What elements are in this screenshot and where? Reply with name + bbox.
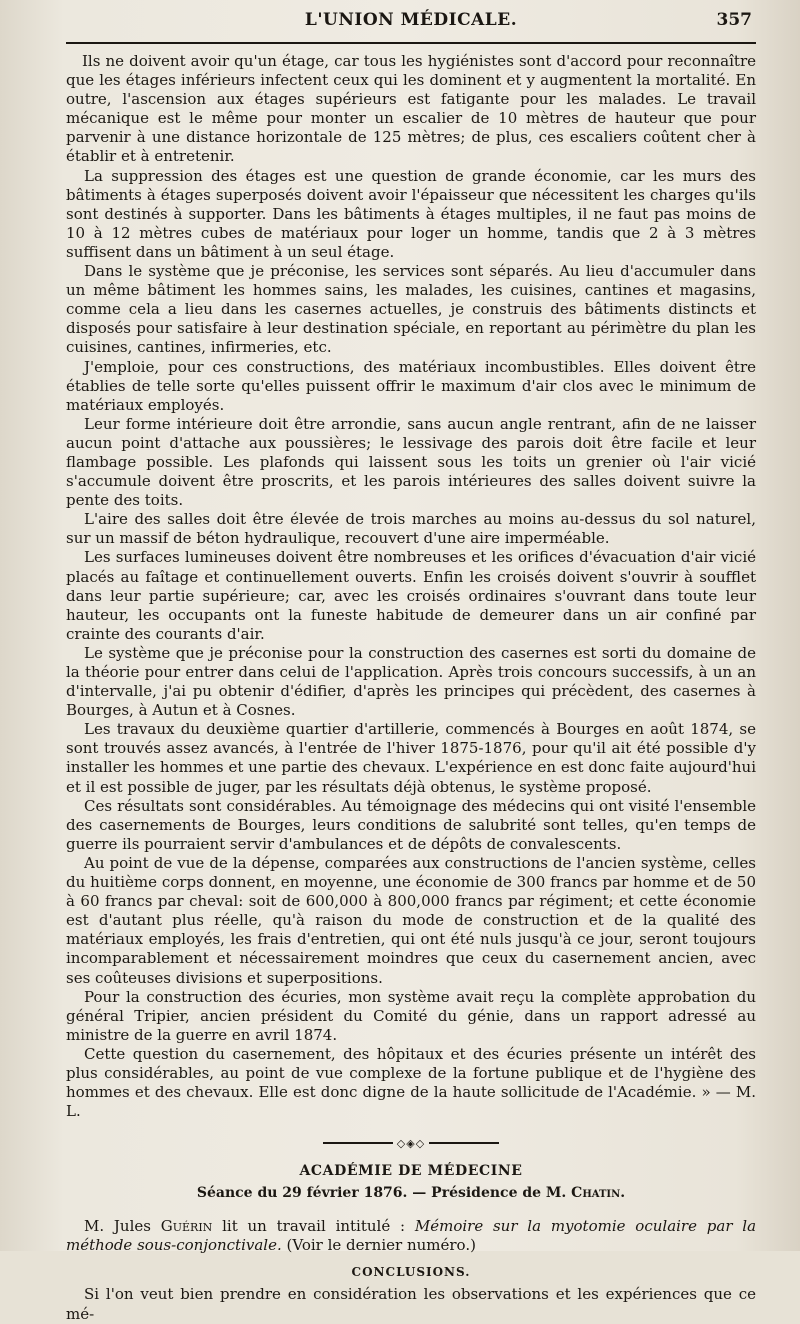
session-end: .	[620, 1185, 626, 1202]
paragraph: Les surfaces lumineuses doivent être nombreuses et les orifices d'évacuation d'air vicié placés au faîtage et continuellement ouverts. Enfin les croisés doivent s'ouvrir à soufflet dans leur partie supérieure; car, avec les croisés ordinaires s'ouvrant dans toute leur hauteur, les occupants ont la funeste habitude de demeurer dans un air confiné par crainte des courants d'air.	[66, 548, 756, 643]
session-text: Séance du 29 février 1876. — Présidence de M.	[196, 1185, 572, 1202]
paragraph: Dans le système que je préconise, les services sont séparés. Au lieu d'accumuler dans un même bâtiment les hommes sains, les malades, les cuisines, cantines et magasins, comme cela a lieu dans les casernes actuelles, je construis des bâtiments distincts et disposés pour satisfaire à leur destination spéciale, en reportant au périmètre du plan les cuisines, cantines, infirmeries, etc.	[66, 262, 756, 357]
paragraph: Ces résultats sont considérables. Au témoignage des médecins qui ont visité l'ensemble des casernements de Bourges, leurs conditions de salubrité sont telles, qu'en temps de guerre ils pourraient servir d'ambulances et de dépôts de convalescents.	[66, 796, 756, 853]
ornament-icon: ◇◈◇	[396, 1136, 426, 1150]
intro-suffix: (Voir le dernier numéro.)	[281, 1236, 476, 1255]
paragraph: Ils ne doivent avoir qu'un étage, car tous les hygiénistes sont d'accord pour reconnaître que les étages inférieurs infectent ceux qui les dominent et y augmentent la mortalité. En outre, l'ascension aux étages supérieurs est fatigante pour les malades. Le travail mécanique est le même pour monter un escalier de 10 mètres de hauteur que pour parvenir à une distance horizontale de 125 mètres; de plus, ces escaliers coûtent cher à établir et à entretenir.	[66, 52, 756, 166]
paragraph: Au point de vue de la dépense, comparées aux constructions de l'ancien système, celles du huitième corps donnent, en moyenne, une économie de 300 francs par homme et de 50 à 60 francs par cheval: soit de 600,000 à 800,000 francs par régiment; et cette économie est d'autant plus réelle, qu'à raison du mode de construction et de la qualité des matériaux employés, les frais d'entretien, qui ont été nuls jusqu'à ce jour, seront toujours incomparablement et nécessairement moindres que ceux du casernement ancien, avec ses coûteuses divisions et superpositions.	[66, 853, 756, 987]
intro-mid: lit un travail intitulé :	[212, 1217, 415, 1236]
session-line	[66, 1185, 756, 1201]
speaker-name: Guérin	[160, 1217, 213, 1236]
paragraph: Pour la construction des écuries, mon système avait reçu la complète approbation du général Tripier, ancien président du Comité du génie, dans un rapport adressé au ministre de la guerre en avril 1874.	[66, 987, 756, 1044]
journal-title: L'UNION MÉDICALE.	[304, 10, 518, 30]
paragraph: Les travaux du deuxième quartier d'artillerie, commencés à Bourges en août 1874, se sont trouvés assez avancés, à l'entrée de l'hiver 1875-1876, pour qu'il ait été possible d'y installer les hommes et une partie des chevaux. L'expérience en est donc faite aujourd'hui et il est possible de juger, par les résultats déjà obtenus, le système proposé.	[66, 720, 756, 796]
paragraph: Cette question du casernement, des hôpitaux et des écuries présente un intérêt des plus considérables, au point de vue complexe de la fortune publique et de l'hygiène des hommes et des chevaux. Elle est donc digne de la haute sollicitude de l'Académie. » — M. L.	[66, 1044, 756, 1121]
paragraph: J'emploie, pour ces constructions, des matériaux incombustibles. Elles doivent être établies de telle sorte qu'elles puissent offrir le maximum d'air clos avec le minimum de matériaux employés.	[66, 357, 756, 414]
page-number: 357	[716, 10, 752, 30]
paragraph: L'aire des salles doit être élevée de trois marches au moins au-dessus du sol naturel, sur un massif de béton hydraulique, recouvert d'une aire imperméable.	[66, 510, 756, 548]
paragraph: Leur forme intérieure doit être arrondie, sans aucun angle rentrant, afin de ne laisser aucun point d'attache aux poussières; le lessivage des parois doit être facile et leur flambage possible. Les plafonds qui laissent sous les toits un grenier où l'air vicié s'accumule doivent être proscrits, et les parois intérieures des salles doivent suivre la pente des toits.	[66, 414, 756, 510]
last-line: Si l'on veut bien prendre en considération les observations et les expériences que ce mé-	[66, 1285, 756, 1323]
intro-prefix: M. Jules	[84, 1217, 161, 1236]
intro-paragraph	[66, 1217, 756, 1255]
paragraph: Le système que je préconise pour la construction des casernes est sorti du domaine de la théorie pour entrer dans celui de l'application. Après trois concours successifs, à un an d'intervalle, j'ai pu obtenir d'édifier, d'après les principes qui précèdent, des casernes à Bourges, à Autun et à Cosnes.	[66, 643, 756, 720]
divider-line-right	[429, 1142, 499, 1144]
conclusions-heading: CONCLUSIONS.	[351, 1265, 471, 1280]
article-body	[66, 52, 756, 1121]
section-divider	[66, 1137, 756, 1149]
academie-body	[66, 1217, 756, 1255]
president-name: Chatin	[571, 1185, 621, 1202]
conclusions-body	[66, 1285, 756, 1323]
header-rule	[66, 42, 756, 44]
divider-line-left	[323, 1142, 393, 1144]
paragraph: La suppression des étages est une question de grande économie, car les murs des bâtiments à étages superposés doivent avoir l'épaisseur que nécessitent les charges qu'ils sont destinés à supporter. Dans les bâtiments à étages multiples, il ne faut pas moins de 10 à 12 mètres cubes de matériaux pour loger un homme, tandis que 2 à 3 mètres suffisent dans un bâtiment à un seul étage.	[66, 166, 756, 261]
work-title: Mémoire sur la myotomie oculaire par la méthode sous-conjonctivale.	[66, 1217, 757, 1255]
page-header	[66, 8, 756, 38]
section-heading: ACADÉMIE DE MÉDECINE	[299, 1163, 523, 1180]
